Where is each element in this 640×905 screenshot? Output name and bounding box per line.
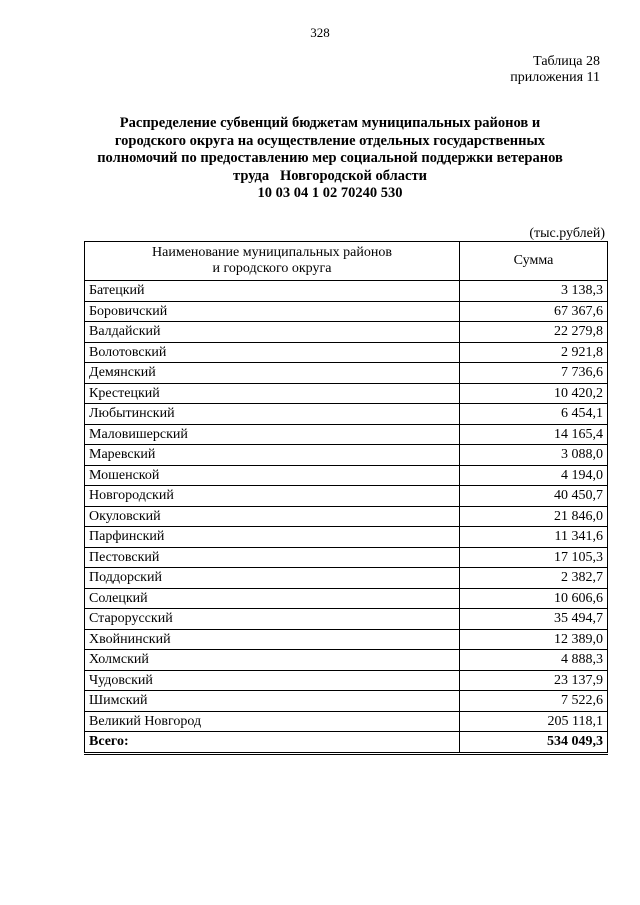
district-name: Волотовский: [85, 342, 460, 363]
table-row: [85, 568, 608, 589]
table-row: [85, 691, 608, 712]
district-amount: 4 194,0: [460, 465, 608, 486]
table-header-row: [85, 242, 608, 281]
district-amount: 7 522,6: [460, 691, 608, 712]
district-amount: 2 382,7: [460, 568, 608, 589]
district-amount: 35 494,7: [460, 609, 608, 630]
district-name: Новгородский: [85, 486, 460, 507]
district-amount: 3 088,0: [460, 445, 608, 466]
district-name: Демянский: [85, 363, 460, 384]
district-amount: 10 420,2: [460, 383, 608, 404]
title-line: городского округа на осуществление отдельных государственных: [114, 132, 546, 149]
table-row: [85, 547, 608, 568]
district-amount: 7 736,6: [460, 363, 608, 384]
district-name: Батецкий: [85, 281, 460, 302]
district-amount: 2 921,8: [460, 342, 608, 363]
table-row: [85, 445, 608, 466]
table-row: [85, 588, 608, 609]
district-amount: 4 888,3: [460, 650, 608, 671]
table-row: [85, 506, 608, 527]
district-name: Маловишерский: [85, 424, 460, 445]
table-row: [85, 404, 608, 425]
title-line: полномочий по предоставлению мер социальной поддержки ветеранов: [97, 150, 563, 166]
table-row: [85, 301, 608, 322]
district-amount: 3 138,3: [460, 281, 608, 302]
table-row: [85, 609, 608, 630]
district-amount: 6 454,1: [460, 404, 608, 425]
table-row: [85, 281, 608, 302]
table-reference-line-1: Таблица 28: [533, 54, 600, 69]
table-row: [85, 363, 608, 384]
district-name: Крестецкий: [85, 383, 460, 404]
district-name: Холмский: [85, 650, 460, 671]
title-line: Распределение субвенций бюджетам муниципальных районов и: [119, 115, 541, 131]
total-label: Всего:: [85, 732, 460, 754]
table-row: [85, 670, 608, 691]
district-name: Старорусский: [85, 609, 460, 630]
district-name: Пестовский: [85, 547, 460, 568]
district-name: Великий Новгород: [85, 711, 460, 732]
page-number: 328: [310, 25, 330, 40]
district-name: Чудовский: [85, 670, 460, 691]
table-reference-line-2: приложения 11: [510, 70, 600, 85]
district-amount: 205 118,1: [460, 711, 608, 732]
header-name-line-1: Наименование муниципальных районов: [152, 245, 392, 260]
table-reference: [510, 54, 600, 86]
table-row: [85, 527, 608, 548]
document-title: [70, 115, 590, 203]
district-amount: 40 450,7: [460, 486, 608, 507]
district-amount: 11 341,6: [460, 527, 608, 548]
budget-code: 10 03 04 1 02 70240 530: [257, 185, 403, 201]
total-row: [85, 732, 608, 754]
total-amount: 534 049,3: [460, 732, 608, 754]
district-amount: 10 606,6: [460, 588, 608, 609]
district-name: Шимский: [85, 691, 460, 712]
district-name: Боровичский: [85, 301, 460, 322]
district-amount: 67 367,6: [460, 301, 608, 322]
table-row: [85, 383, 608, 404]
table-row: [85, 711, 608, 732]
table-row: [85, 650, 608, 671]
table-row: [85, 486, 608, 507]
table-row: [85, 629, 608, 650]
table-body: [85, 281, 608, 732]
district-amount: 12 389,0: [460, 629, 608, 650]
header-name-line-2: и городского округа: [212, 261, 332, 276]
table-row: [85, 424, 608, 445]
header-name: [85, 242, 460, 281]
district-name: Любытинский: [85, 404, 460, 425]
district-name: Хвойнинский: [85, 629, 460, 650]
district-amount: 17 105,3: [460, 547, 608, 568]
header-amount: Сумма: [460, 242, 608, 281]
district-amount: 23 137,9: [460, 670, 608, 691]
district-name: Валдайский: [85, 322, 460, 343]
subventions-table: [84, 241, 608, 755]
table-row: [85, 465, 608, 486]
district-amount: 21 846,0: [460, 506, 608, 527]
district-name: Парфинский: [85, 527, 460, 548]
title-line: труда Новгородской области: [233, 167, 427, 184]
district-name: Мошенской: [85, 465, 460, 486]
district-amount: 14 165,4: [460, 424, 608, 445]
table-row: [85, 322, 608, 343]
table-row: [85, 342, 608, 363]
units-label: (тыс.рублей): [529, 226, 605, 241]
district-name: Окуловский: [85, 506, 460, 527]
district-amount: 22 279,8: [460, 322, 608, 343]
district-name: Солецкий: [85, 588, 460, 609]
district-name: Маревский: [85, 445, 460, 466]
district-name: Поддорский: [85, 568, 460, 589]
